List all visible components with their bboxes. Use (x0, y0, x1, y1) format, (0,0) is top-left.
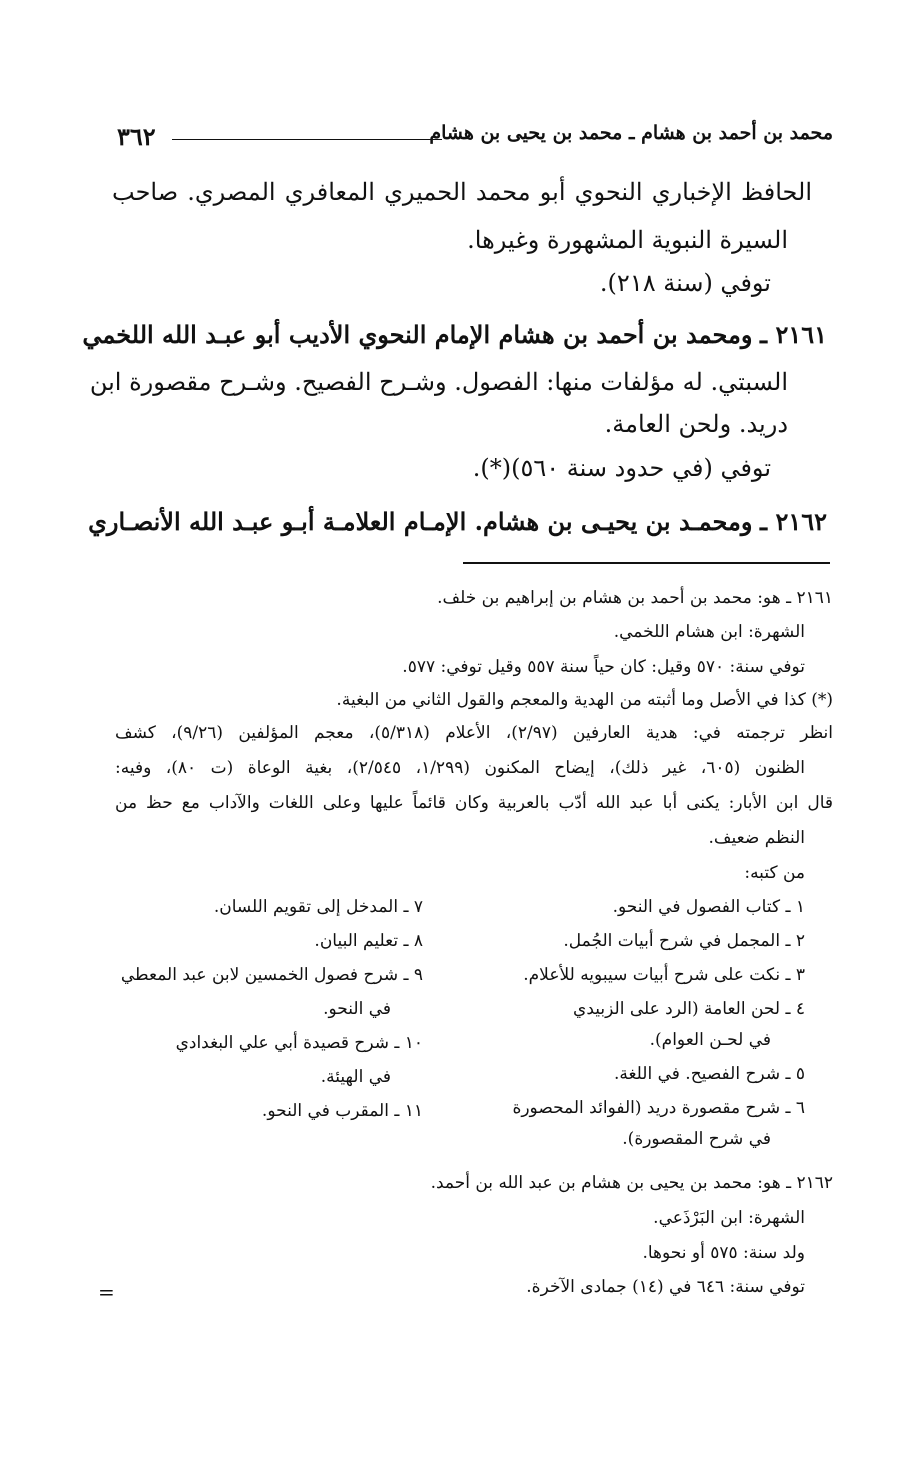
book-item: ٤ ـ لحن العامة (الرد على الزبيدي (573, 999, 805, 1019)
body-line: السبتي. له مؤلفات منها: الفصول. وشـرح الفصيح. وشـرح مقصورة ابن (89, 368, 788, 396)
footnote-line: ٢١٦١ ـ هو: محمد بن أحمد بن هشام بن إبراهيم بن خلف. (437, 588, 833, 608)
body-line: دريد. ولحن العامة. (604, 410, 788, 438)
book-item: ١١ ـ المقرب في النحو. (261, 1101, 423, 1121)
page-number: ٣٦٢ (117, 122, 156, 151)
entry-number: ٢١٦٢ ـ (760, 507, 827, 536)
body-line: توفي (سنة ٢١٨). (599, 269, 771, 297)
book-item: ٧ ـ المدخل إلى تقويم اللسان. (213, 897, 423, 917)
footnote-line: توفي سنة: ٥٧٠ وقيل: كان حياً سنة ٥٥٧ وقيل توفي: ٥٧٧. (402, 657, 805, 677)
book-item-continued: في النحو. (323, 999, 391, 1019)
book-item: ٥ ـ شرح الفصيح. في اللغة. (613, 1064, 805, 1084)
book-item: ٨ ـ تعليم البيان. (314, 931, 423, 951)
book-item: ٢ ـ المجمل في شرح أبيات الجُمل. (563, 931, 805, 951)
body-line: السيرة النبوية المشهورة وغيرها. (467, 226, 788, 254)
footnote-line: ٢١٦٢ ـ هو: محمد بن يحيى بن هشام بن عبد الله بن أحمد. (430, 1173, 833, 1193)
entry-name: ومحمـد بن يحيـى بن هشام. الإمـام العلامـة أبـو عبـد الله الأنصـاري (88, 507, 753, 536)
book-item: ٦ ـ شرح مقصورة دريد (الفوائد المحصورة (512, 1098, 805, 1118)
footnote-line: ولد سنة: ٥٧٥ أو نحوها. (642, 1243, 805, 1263)
entry-2162-heading (88, 507, 827, 536)
book-item-continued: في الهيئة. (320, 1067, 391, 1087)
footnote-line: الشهرة: ابن هشام اللخمي. (613, 622, 805, 642)
footnote-line: الشهرة: ابن البَرْذَعي. (653, 1208, 805, 1228)
footnote-line: توفي سنة: ٦٤٦ في (١٤) جمادى الآخرة. (526, 1277, 805, 1297)
book-item-continued: في لحـن العوام). (649, 1030, 771, 1050)
entry-number: ٢١٦١ ـ (760, 320, 827, 349)
footnote-line: (*) كذا في الأصل وما أثبته من الهدية والمعجم والقول الثاني من البغية. (336, 690, 833, 710)
entry-name: ومحمد بن أحمد بن هشام الإمام النحوي الأديب أبو عبـد الله اللخمي (82, 320, 753, 349)
continuation-mark: = (98, 1280, 115, 1304)
entry-2161-heading (82, 320, 827, 349)
book-item: ٣ ـ نكت على شرح أبيات سيبويه للأعلام. (523, 965, 805, 985)
footnote-line: قال ابن الأبار: يكنى أبا عبد الله أدّب بالعربية وكان قائماً عليها وعلى اللغات والآداب مع حظ من (115, 793, 833, 813)
book-item: ١٠ ـ شرح قصيدة أبي علي البغدادي (175, 1033, 423, 1053)
footnote-separator (463, 562, 830, 564)
footnote-line: الظنون (٦٠٥، غير ذلك)، إيضاح المكنون (١/٢٩٩، ٢/٥٤٥)، بغية الوعاة (ت ٨٠)، وفيه: (115, 758, 805, 778)
book-item: ١ ـ كتاب الفصول في النحو. (612, 897, 805, 917)
book-item: ٩ ـ شرح فصول الخمسين لابن عبد المعطي (120, 965, 423, 985)
book-item-continued: في شرح المقصورة). (622, 1129, 771, 1149)
header-rule (172, 139, 442, 140)
footnote-line: من كتبه: (744, 863, 805, 883)
running-header-title: محمد بن أحمد بن هشام ـ محمد بن يحيى بن هشام (429, 122, 833, 144)
body-line: توفي (في حدود سنة ٥٦٠)(*). (472, 454, 771, 482)
footnote-line: انظر ترجمته في: هدية العارفين (٢/٩٧)، الأعلام (٥/٣١٨)، معجم المؤلفين (٩/٢٦)، كشف (115, 723, 833, 743)
body-line: الحافظ الإخباري النحوي أبو محمد الحميري المعافري المصري. صاحب (112, 178, 812, 206)
footnote-line: النظم ضعيف. (708, 828, 805, 848)
